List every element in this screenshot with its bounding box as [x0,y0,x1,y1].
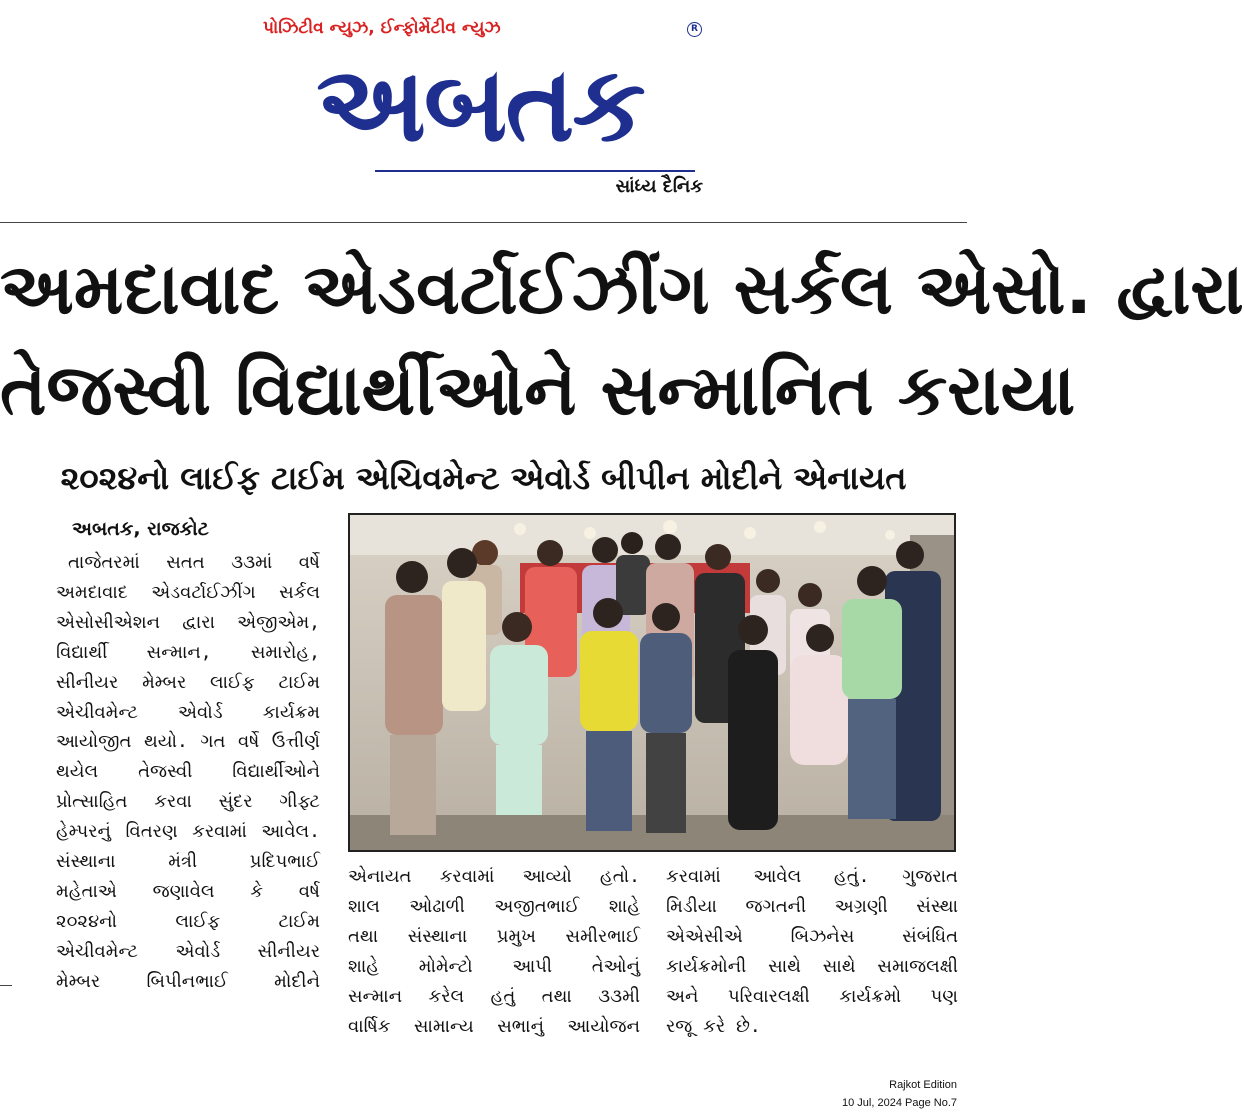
text-line: વિદ્યાર્થી સન્માન, સમારોહ, [56,641,320,663]
text-line: અમદાવાદ એડવર્ટાઈઝીંગ સર્કલ [56,581,320,603]
masthead [255,18,715,208]
group-photo [348,513,956,852]
header-rule [0,222,967,223]
text-line: સન્માન કરેલ હતું તથા ૩૩મી [348,985,640,1007]
masthead-subtitle: સાંધ્ય દૈનિક [615,176,703,197]
article-column-2 [348,862,640,1041]
text-line: શાલ ઓઢાળી અજીતભાઈ શાહે [348,895,640,917]
text-line: તાજેતરમાં સતત ૩૩માં વર્ષે [68,552,320,573]
text-line: મિડીયા જગતની અગ્રણી સંસ્થા [666,895,958,917]
text-line: તથા સંસ્થાના પ્રમુખ સમીરભાઈ [348,925,640,947]
text-line: સીનીયર મેમ્બર લાઈફ ટાઈમ [56,671,320,693]
text-line: એચીવમેન્ટ એવોર્ડ સીનીયર [56,940,320,962]
dateline: અબતક, રાજકોટ [72,518,209,540]
text-line: મેમ્બર બિપીનભાઈ મોદીને [56,970,320,992]
article-column-1 [56,548,320,997]
photo-illustration [350,515,954,850]
text-line: મહેતાએ જણાવેલ કે વર્ષ [56,880,320,902]
text-line: એનાયત કરવામાં આવ્યો હતો. [348,866,640,887]
registered-mark: R [687,22,702,37]
text-line: સંસ્થાના મંત્રી પ્રદિપભાઈ [56,851,320,873]
edition-date-page: 10 Jul, 2024 Page No.7 [842,1097,957,1109]
text-line: અને પરિવારલક્ષી કાર્યક્રમો પણ [666,985,958,1007]
text-line: રજૂ કરે છે. [666,1015,761,1037]
article-column-3 [666,862,958,1041]
text-line: આયોજીત થયો. ગત વર્ષે ઉત્તીર્ણ [56,731,320,753]
text-line: શાહે મોમેન્ટો આપી તેઓનું [348,955,640,977]
newspaper-logo: અબતક [316,43,644,165]
masthead-tagline: પોઝિટીવ ન્યુઝ, ઈન્ફોર્મેટીવ ન્યુઝ [263,18,501,38]
text-line: વાર્ષિક સામાન્ય સભાનું આયોજન [348,1015,640,1037]
text-line: હેમ્પરનું વિતરણ કરવામાં આવેલ. [56,821,320,843]
text-line: કરવામાં આવેલ હતું. ગુજરાત [666,866,958,887]
text-line: એએસીએ બિઝનેસ સંબંધિત [666,925,958,947]
headline-line-2: તેજસ્વી વિદ્યાર્થીઓને સન્માનિત કરાયા [0,349,1076,431]
headline-line-1: અમદાવાદ એડવર્ટાઈઝીંગ સર્કલ એસો. દ્વારા [0,248,1244,330]
edition-name: Rajkot Edition [889,1079,957,1091]
text-line: એચીવમેન્ટ એવોર્ડ કાર્યક્રમ [56,701,320,723]
subheadline: ૨૦૨૪નો લાઈફ ટાઈમ એચિવમેન્ટ એવોર્ડ બીપીન મોદીને એનાયત [60,459,907,497]
text-line: થયેલ તેજસ્વી વિદ્યાર્થીઓને [56,761,320,783]
text-line: પ્રોત્સાહિત કરવા સુંદર ગીફ્ટ [56,791,320,813]
edition-info [842,1076,957,1112]
text-line: એસોસીએશન દ્વારા એજીએમ, [56,611,320,633]
margin-tick [0,985,12,986]
text-line: ૨૦૨૪નો લાઈફ ટાઈમ [56,910,320,932]
masthead-divider [375,170,695,172]
text-line: કાર્યક્રમોની સાથે સાથે સમાજલક્ષી [666,955,958,977]
